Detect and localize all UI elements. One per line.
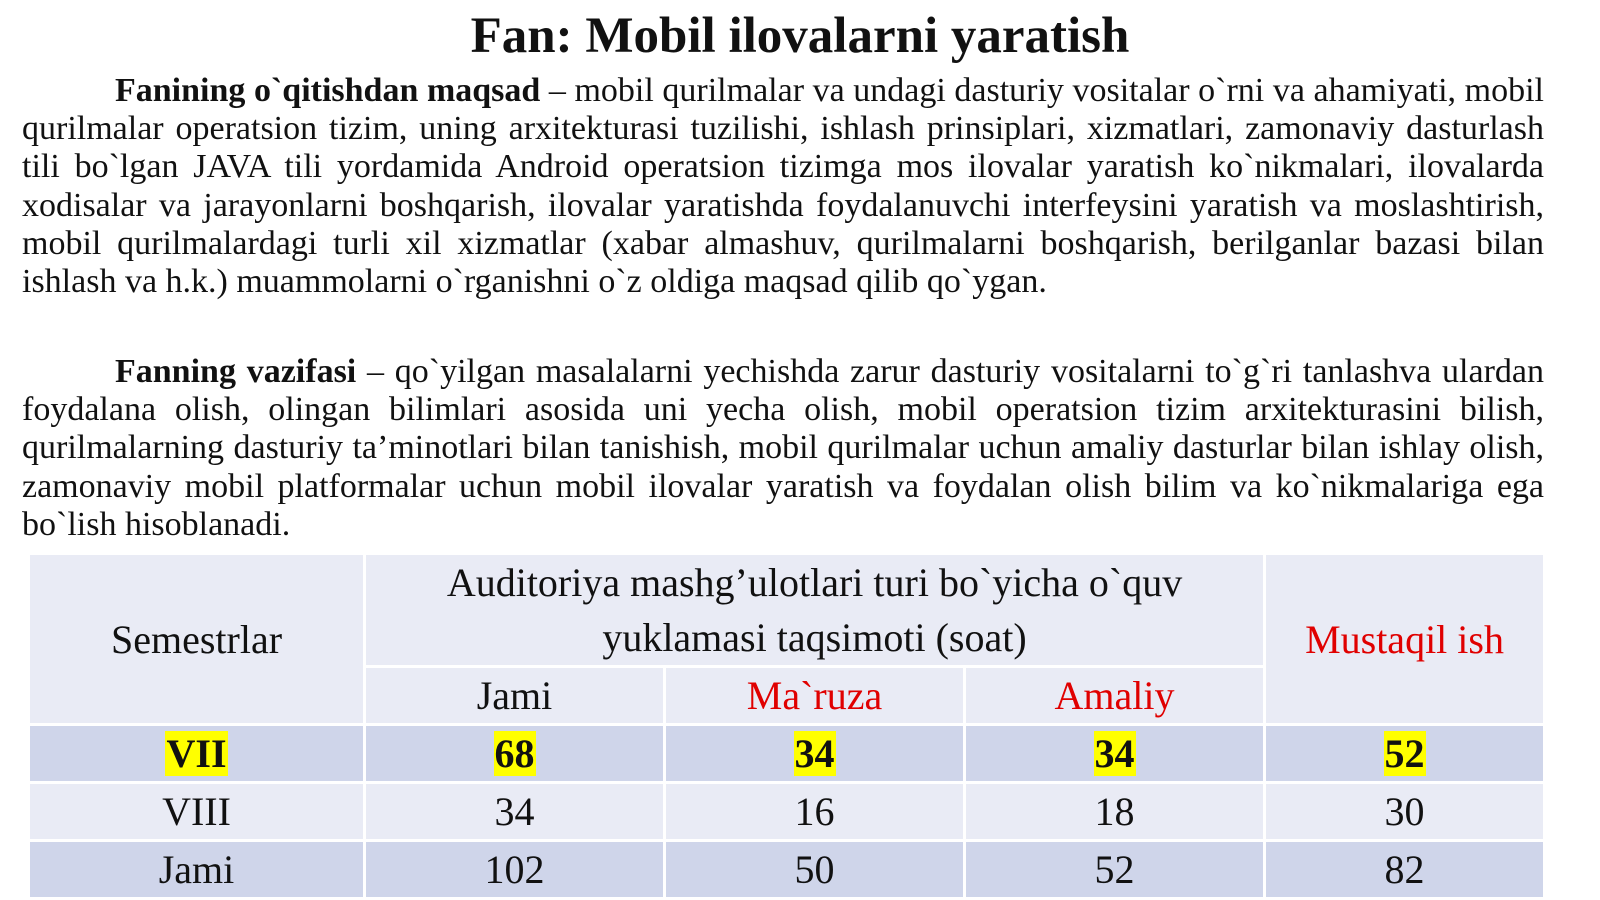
goal-text: – mobil qurilmalar va undagi dasturiy vositalar o`rni va ahamiyati, mobil qurilmalar operatsion tizim, uning arxitekturasi tuzilishi, ishlash prinsiplari, xizmatlari, zamonaviy dasturlash tili bo`lgan JAVA tili yordamida Android operatsion tizimga mos ilovalar yaratish ko`nikmalari, ilovalarda xodisalar va jarayonlarni boshqarish, ilovalar yaratishda foydalanuvchi interfeysini yaratish va moslashtirish, mobil qurilmalardagi turli xil xizmatlar (xabar almashuv, qurilmalarni boshqarish, berilganlar bazasi bilan ishlash va h.k.) muammolarni o`rganishni o`z oldiga maqsad qilib qo`ygan. xyxy=(22,72,1544,301)
semester-cell xyxy=(29,725,365,783)
total-cell: 102 xyxy=(365,841,665,899)
lecture-cell xyxy=(665,725,965,783)
goal-paragraph xyxy=(22,72,1544,301)
semester-value: VII xyxy=(166,731,227,776)
group-header xyxy=(365,554,1265,667)
group-header-line-1: Auditoriya mashg’ulotlari turi bo`yicha o`quv xyxy=(446,560,1183,605)
practice-cell: 18 xyxy=(965,783,1265,841)
lecture-value: 34 xyxy=(794,731,835,776)
total-value: 68 xyxy=(494,731,535,776)
task-text: – qo`yilgan masalalarni yechishda zarur dasturiy vositalarni to`g`ri tanlashva ulardan foydalana olish, olingan bilimlari asosida uni yecha olish, mobil operatsion tizim arxitekturasini bilish, qurilmalarning dasturiy ta’minotlari bilan tanishish, mobil qurilmalar uchun amaliy dasturlar bilan ishlay olish, zamonaviy mobil platformalar uchun mobil ilovalar yaratish va foydalan olish bilim va ko`nikmalariga ega bo`lish hisoblanadi. xyxy=(22,353,1544,543)
independent-value: 52 xyxy=(1384,731,1425,776)
table-row xyxy=(29,725,1545,783)
practice-cell: 52 xyxy=(965,841,1265,899)
page-title: Fan: Mobil ilovalarni yaratish xyxy=(470,8,1130,64)
total-header: Jami xyxy=(365,667,665,725)
practice-value: 34 xyxy=(1094,731,1135,776)
independent-cell: 30 xyxy=(1265,783,1545,841)
hours-table xyxy=(27,552,1546,900)
practice-cell xyxy=(965,725,1265,783)
semester-header: Semestrlar xyxy=(29,554,365,725)
goal-lead: Fanining o`qitishdan maqsad xyxy=(115,72,541,109)
semester-cell: Jami xyxy=(29,841,365,899)
semester-cell: VIII xyxy=(29,783,365,841)
lecture-header: Ma`ruza xyxy=(665,667,965,725)
task-paragraph xyxy=(22,353,1544,544)
total-cell: 34 xyxy=(365,783,665,841)
table-header-row xyxy=(29,554,1545,667)
task-lead: Fanning vazifasi xyxy=(115,353,357,390)
group-header-line-2: yuklamasi taqsimoti (soat) xyxy=(602,615,1027,660)
independent-cell xyxy=(1265,725,1545,783)
total-cell xyxy=(365,725,665,783)
table-row xyxy=(29,841,1545,899)
lecture-cell: 16 xyxy=(665,783,965,841)
independent-header: Mustaqil ish xyxy=(1265,554,1545,725)
table-row xyxy=(29,783,1545,841)
independent-cell: 82 xyxy=(1265,841,1545,899)
practice-header: Amaliy xyxy=(965,667,1265,725)
lecture-cell: 50 xyxy=(665,841,965,899)
